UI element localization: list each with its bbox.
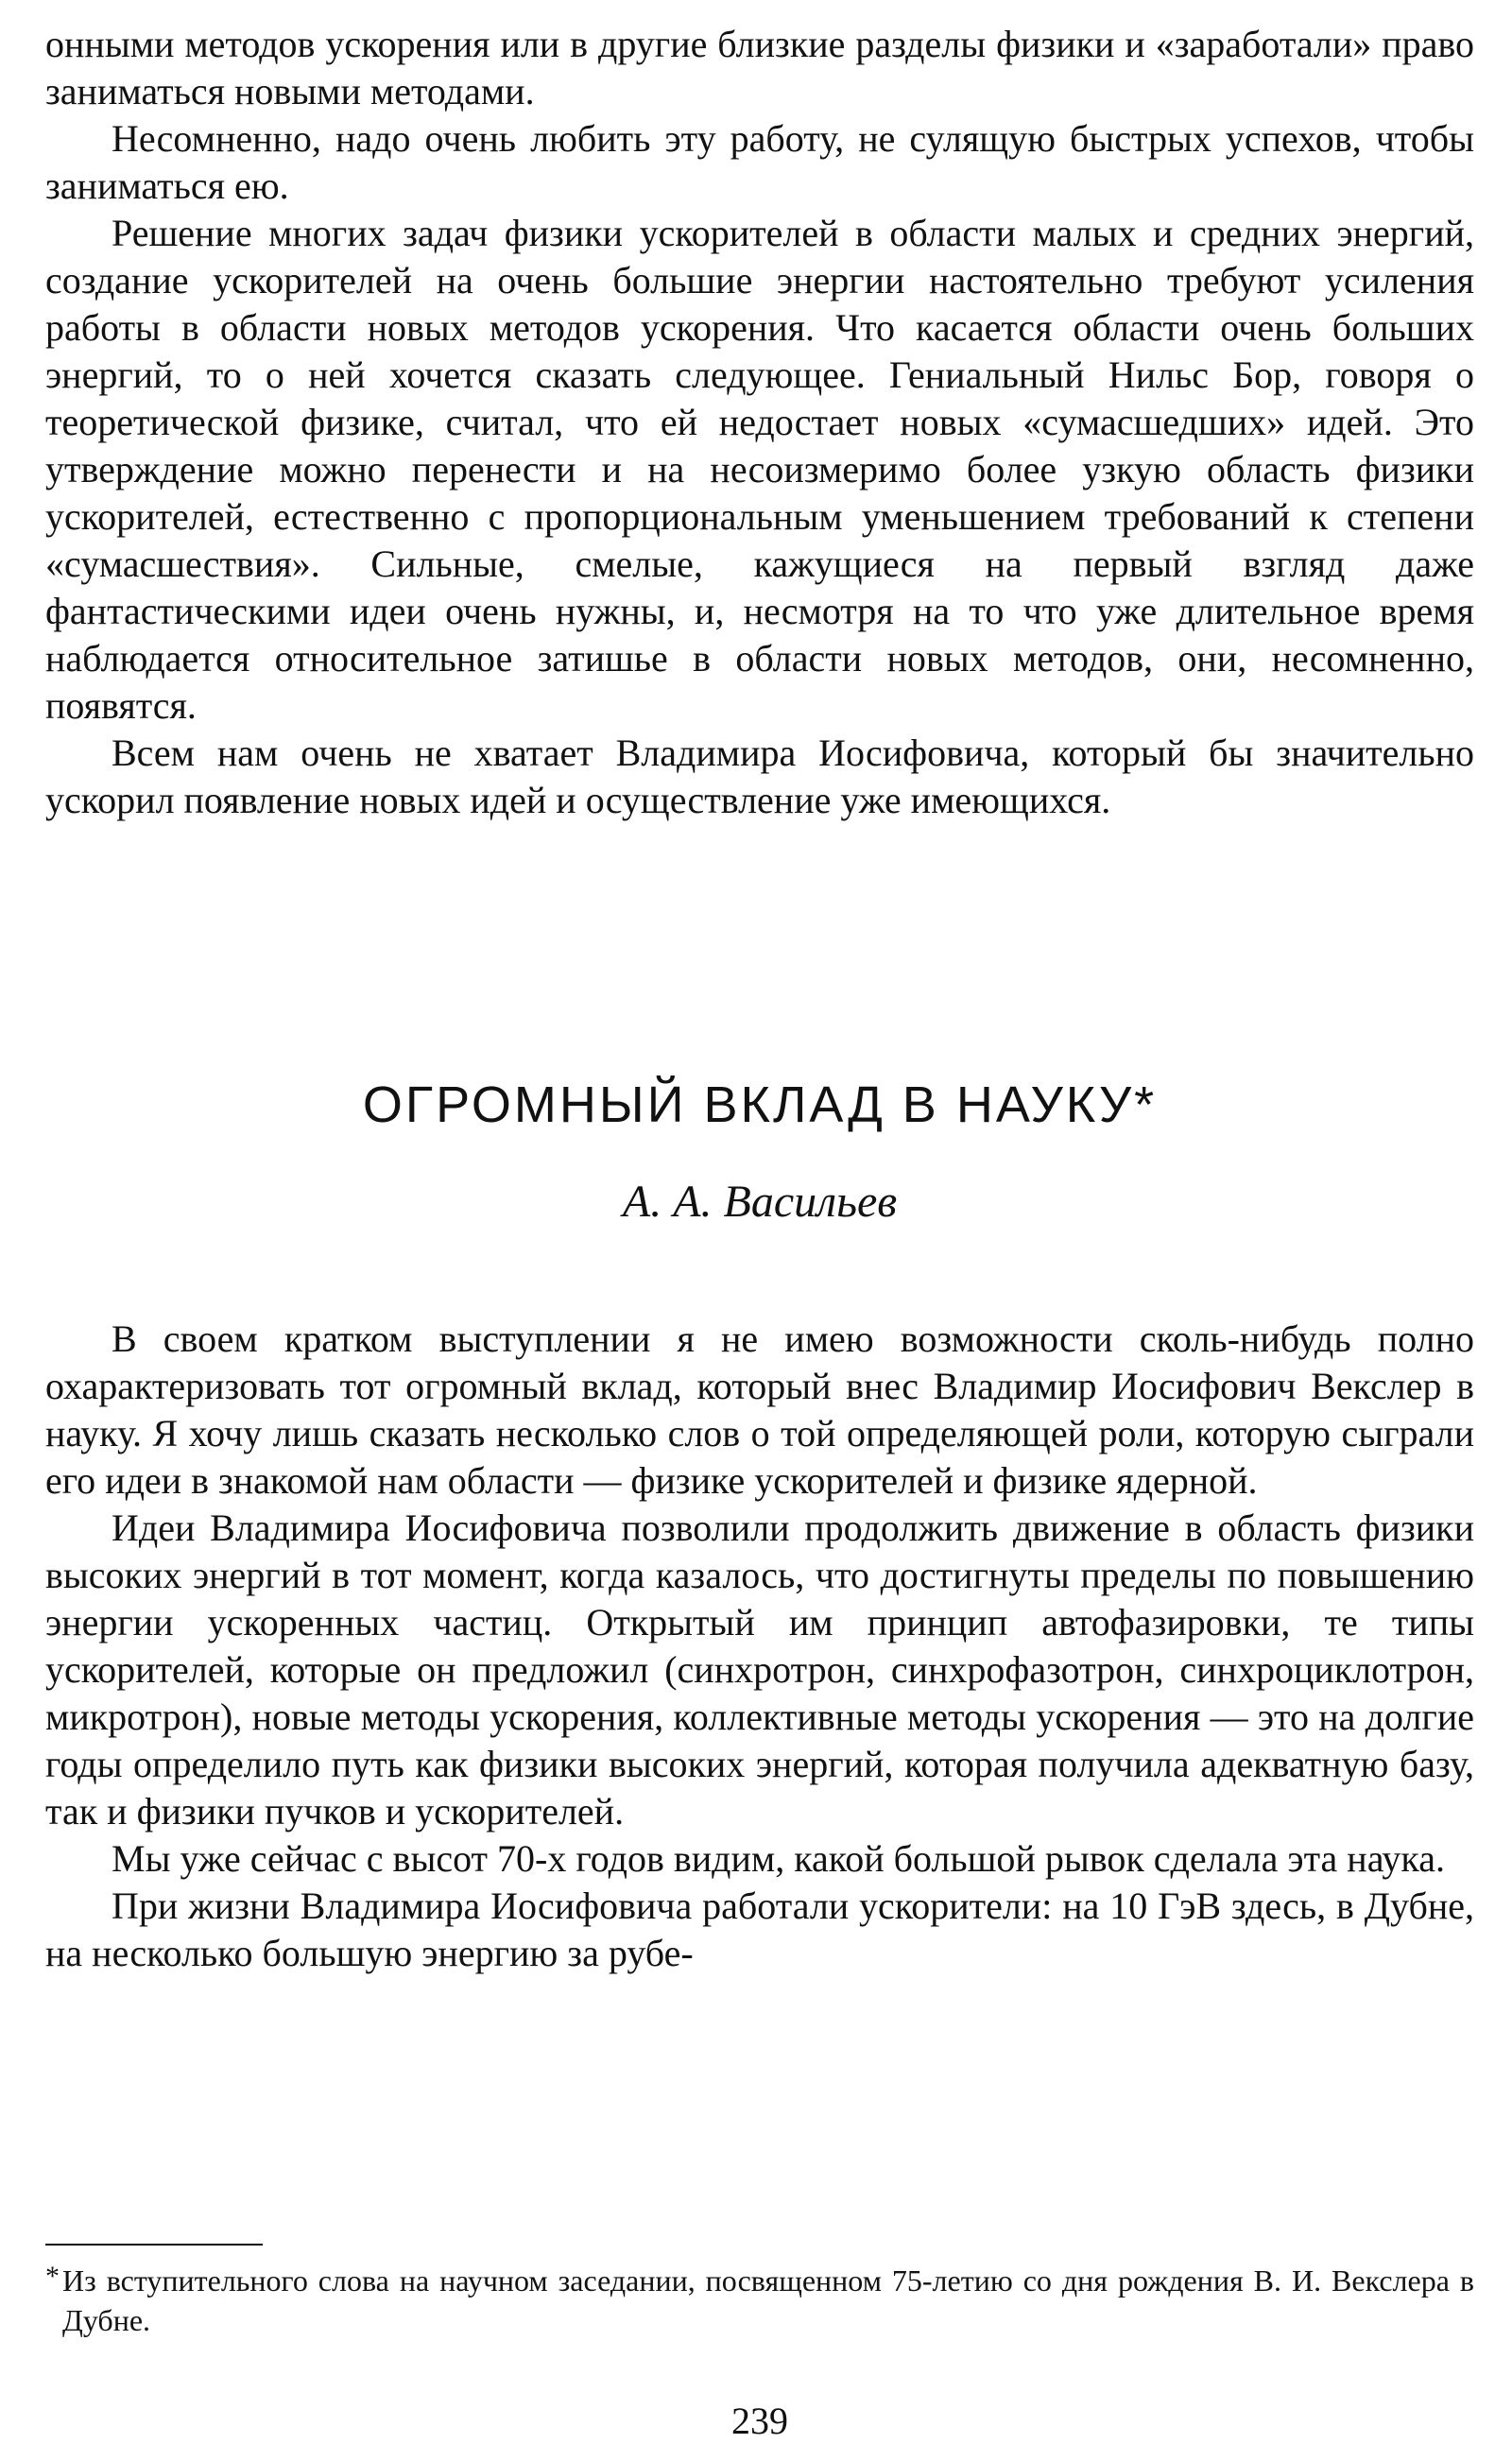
paragraph: В своем кратком выступлении я не имею возможности сколь-нибудь полно охарактеризовать тот огромный вклад, который внес Владимир Иосифович Векслер в науку. Я хочу лишь сказать несколько слов о той определяющей роли, которую сыграли его идеи в знакомой нам области — физике ускорителей и физике ядерной. bbox=[45, 1317, 1474, 1502]
paragraph: онными методов ускорения или в другие близкие разделы физики и «заработали» право заниматься новыми методами. bbox=[45, 23, 1474, 112]
footnote bbox=[45, 2261, 1474, 2340]
article-body bbox=[45, 1316, 1474, 1977]
page-number: 239 bbox=[731, 2400, 788, 2442]
paragraph: Всем нам очень не хватает Владимира Иосифовича, который бы значительно ускорил появление новых идей и осуществление уже имеющихся. bbox=[45, 731, 1474, 821]
paragraph: Несомненно, надо очень любить эту работу, не сулящую быстрых успехов, чтобы заниматься ею. bbox=[45, 117, 1474, 207]
previous-article-ending bbox=[45, 21, 1474, 824]
paragraph: Идеи Владимира Иосифовича позволили продолжить движение в область физики высоких энергий в тот момент, когда казалось, что достигнуты пределы по повышению энергии ускоренных частиц. Открытый им принцип автофазировки, те типы ускорителей, которые он предложил (синхротрон, синхрофазотрон, синхроциклотрон, микротрон), новые методы ускорения, коллективные методы ускорения — это на долгие годы определило путь как физики высоких энергий, которая получила адекватную базу, так и физики пучков и ускорителей. bbox=[45, 1506, 1474, 1833]
footnote-divider bbox=[45, 2244, 263, 2246]
paragraph: Решение многих задач физики ускорителей в области малых и средних энергий, создание ускорителей на очень большие энергии настоятельно требуют усиления работы в области новых методов ускорения. Что касается области очень больших энергий, то о ней хочется сказать следующее. Гениальный Нильс Бор, говоря о теоретической физике, считал, что ей недостает новых «сумасшедших» идей. Это утверждение можно перенести и на несоизмеримо более узкую область физики ускорителей, естественно с пропорциональным уменьшением требований к степени «сумасшествия». Сильные, смелые, кажущиеся на первый взгляд даже фантастическими идеи очень нужны, и, несмотря на то что уже длительное время наблюдается относительное затишье в области новых методов, они, несомненно, появятся. bbox=[45, 212, 1474, 727]
footnote-mark: * bbox=[45, 2261, 60, 2292]
article-title: ОГРОМНЫЙ ВКЛАД В НАУКУ* bbox=[362, 1076, 1158, 1133]
footnote-text: Из вступительного слова на научном заседании, посвященном 75-летию со дня рождения В. И. Векслера в Дубне. bbox=[62, 2263, 1474, 2337]
paragraph: При жизни Владимира Иосифовича работали ускорители: на 10 ГэВ здесь, в Дубне, на несколько большую энергию за рубе- bbox=[45, 1884, 1474, 1974]
article-author: А. А. Васильев bbox=[622, 1177, 898, 1227]
paragraph: Мы уже сейчас с высот 70-х годов видим, какой большой рывок сделала эта наука. bbox=[112, 1837, 1445, 1880]
